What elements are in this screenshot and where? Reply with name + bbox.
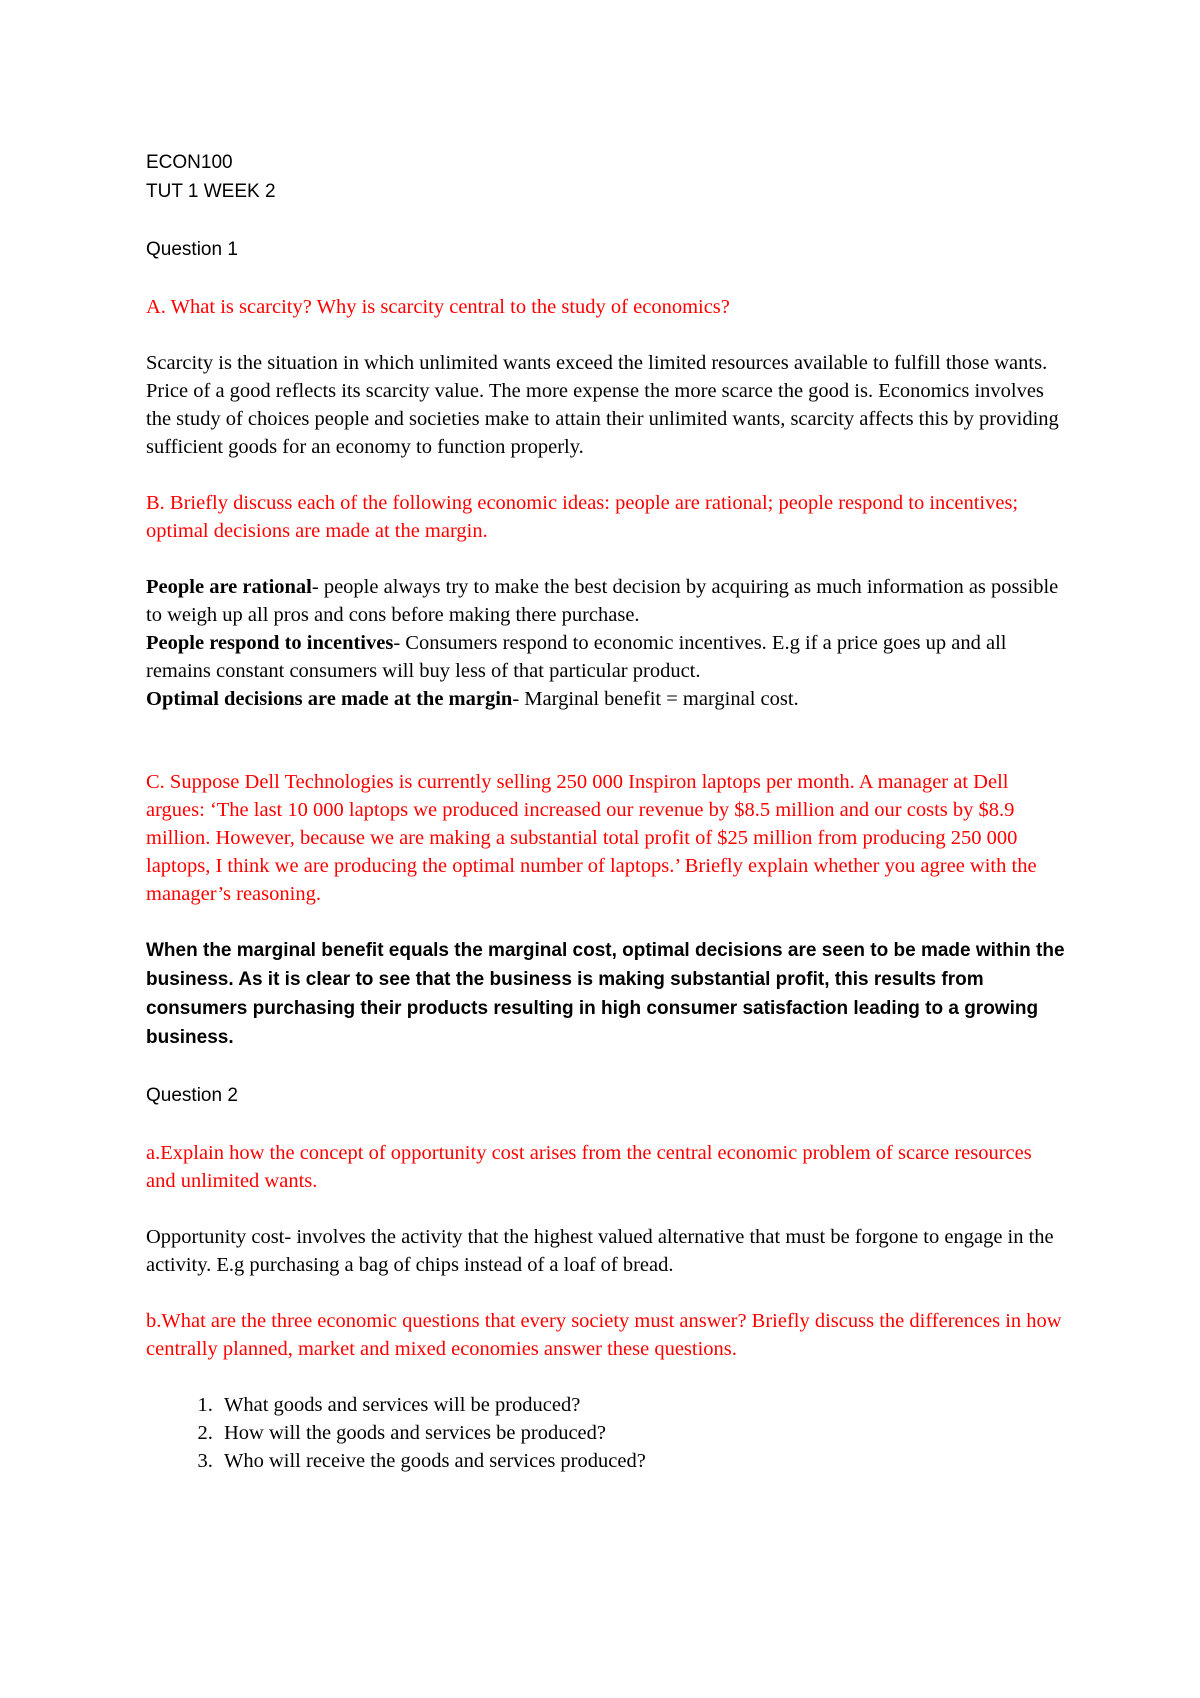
question-1b-answer [146, 573, 1066, 713]
document-header [146, 148, 1066, 206]
idea-incentives [146, 629, 1066, 685]
question-2a-prompt: a.Explain how the concept of opportunity cost arises from the central economic problem of scarce resources and unlimited wants. [146, 1142, 1032, 1192]
question-2b-prompt: b.What are the three economic questions that every society must answer? Briefly discuss the differences in how centrally planned, market and mixed economies answer these questions. [146, 1310, 1062, 1360]
idea-term: People are rational [146, 576, 312, 598]
question-1a-answer: Scarcity is the situation in which unlimited wants exceed the limited resources available to fulfill those wants. Price of a good reflects its scarcity value. The more expense the more scarce the good is. Economics involves the study of choices people and societies make to attain their unlimited wants, scarcity affects this by providing sufficient goods for an economy to function properly. [146, 352, 1059, 458]
question-2-heading: Question 2 [146, 1085, 238, 1106]
course-code: ECON100 [146, 152, 233, 173]
idea-text: - Marginal benefit = marginal cost. [512, 688, 799, 710]
idea-text: - Consumers respond to economic incentives. E.g if a price goes up and all remains constant consumers will buy less of that particular product. [146, 632, 1007, 682]
idea-term: People respond to incentives [146, 632, 394, 654]
list-item: 1. What goods and services will be produced? [218, 1391, 1066, 1419]
idea-rational [146, 573, 1066, 629]
idea-text: - people always try to make the best decision by acquiring as much information as possible to weigh up all pros and cons before making there purchase. [146, 576, 1059, 626]
list-item: 3. Who will receive the goods and services produced? [218, 1447, 1066, 1475]
list-item: 2. How will the goods and services be produced? [218, 1419, 1066, 1447]
question-1c-answer: When the marginal benefit equals the marginal cost, optimal decisions are seen to be made within the business. As it is clear to see that the business is making substantial profit, this results from consumers purchasing their products resulting in high consumer satisfaction leading to a growing business. [146, 940, 1065, 1048]
idea-margin [146, 685, 1066, 713]
question-1b-prompt: B. Briefly discuss each of the following economic ideas: people are rational; people respond to incentives; optimal decisions are made at the margin. [146, 492, 1019, 542]
tutorial-label: TUT 1 WEEK 2 [146, 181, 276, 202]
document-page [146, 148, 1066, 1475]
economic-questions-list [146, 1391, 1066, 1475]
question-1-heading: Question 1 [146, 239, 238, 260]
question-1c-prompt: C. Suppose Dell Technologies is currently selling 250 000 Inspiron laptops per month. A manager at Dell argues: ‘The last 10 000 laptops we produced increased our revenue by $8.5 million and our costs by $8.9 million. However, because we are making a substantial total profit of $25 million from producing 250 000 laptops, I think we are producing the optimal number of laptops.’ Briefly explain whether you agree with the manager’s reasoning. [146, 771, 1037, 905]
idea-term: Optimal decisions are made at the margin [146, 688, 513, 710]
question-1a-prompt: A. What is scarcity? Why is scarcity central to the study of economics? [146, 296, 730, 318]
question-2a-answer: Opportunity cost- involves the activity that the highest valued alternative that must be forgone to engage in the activity. E.g purchasing a bag of chips instead of a loaf of bread. [146, 1226, 1054, 1276]
